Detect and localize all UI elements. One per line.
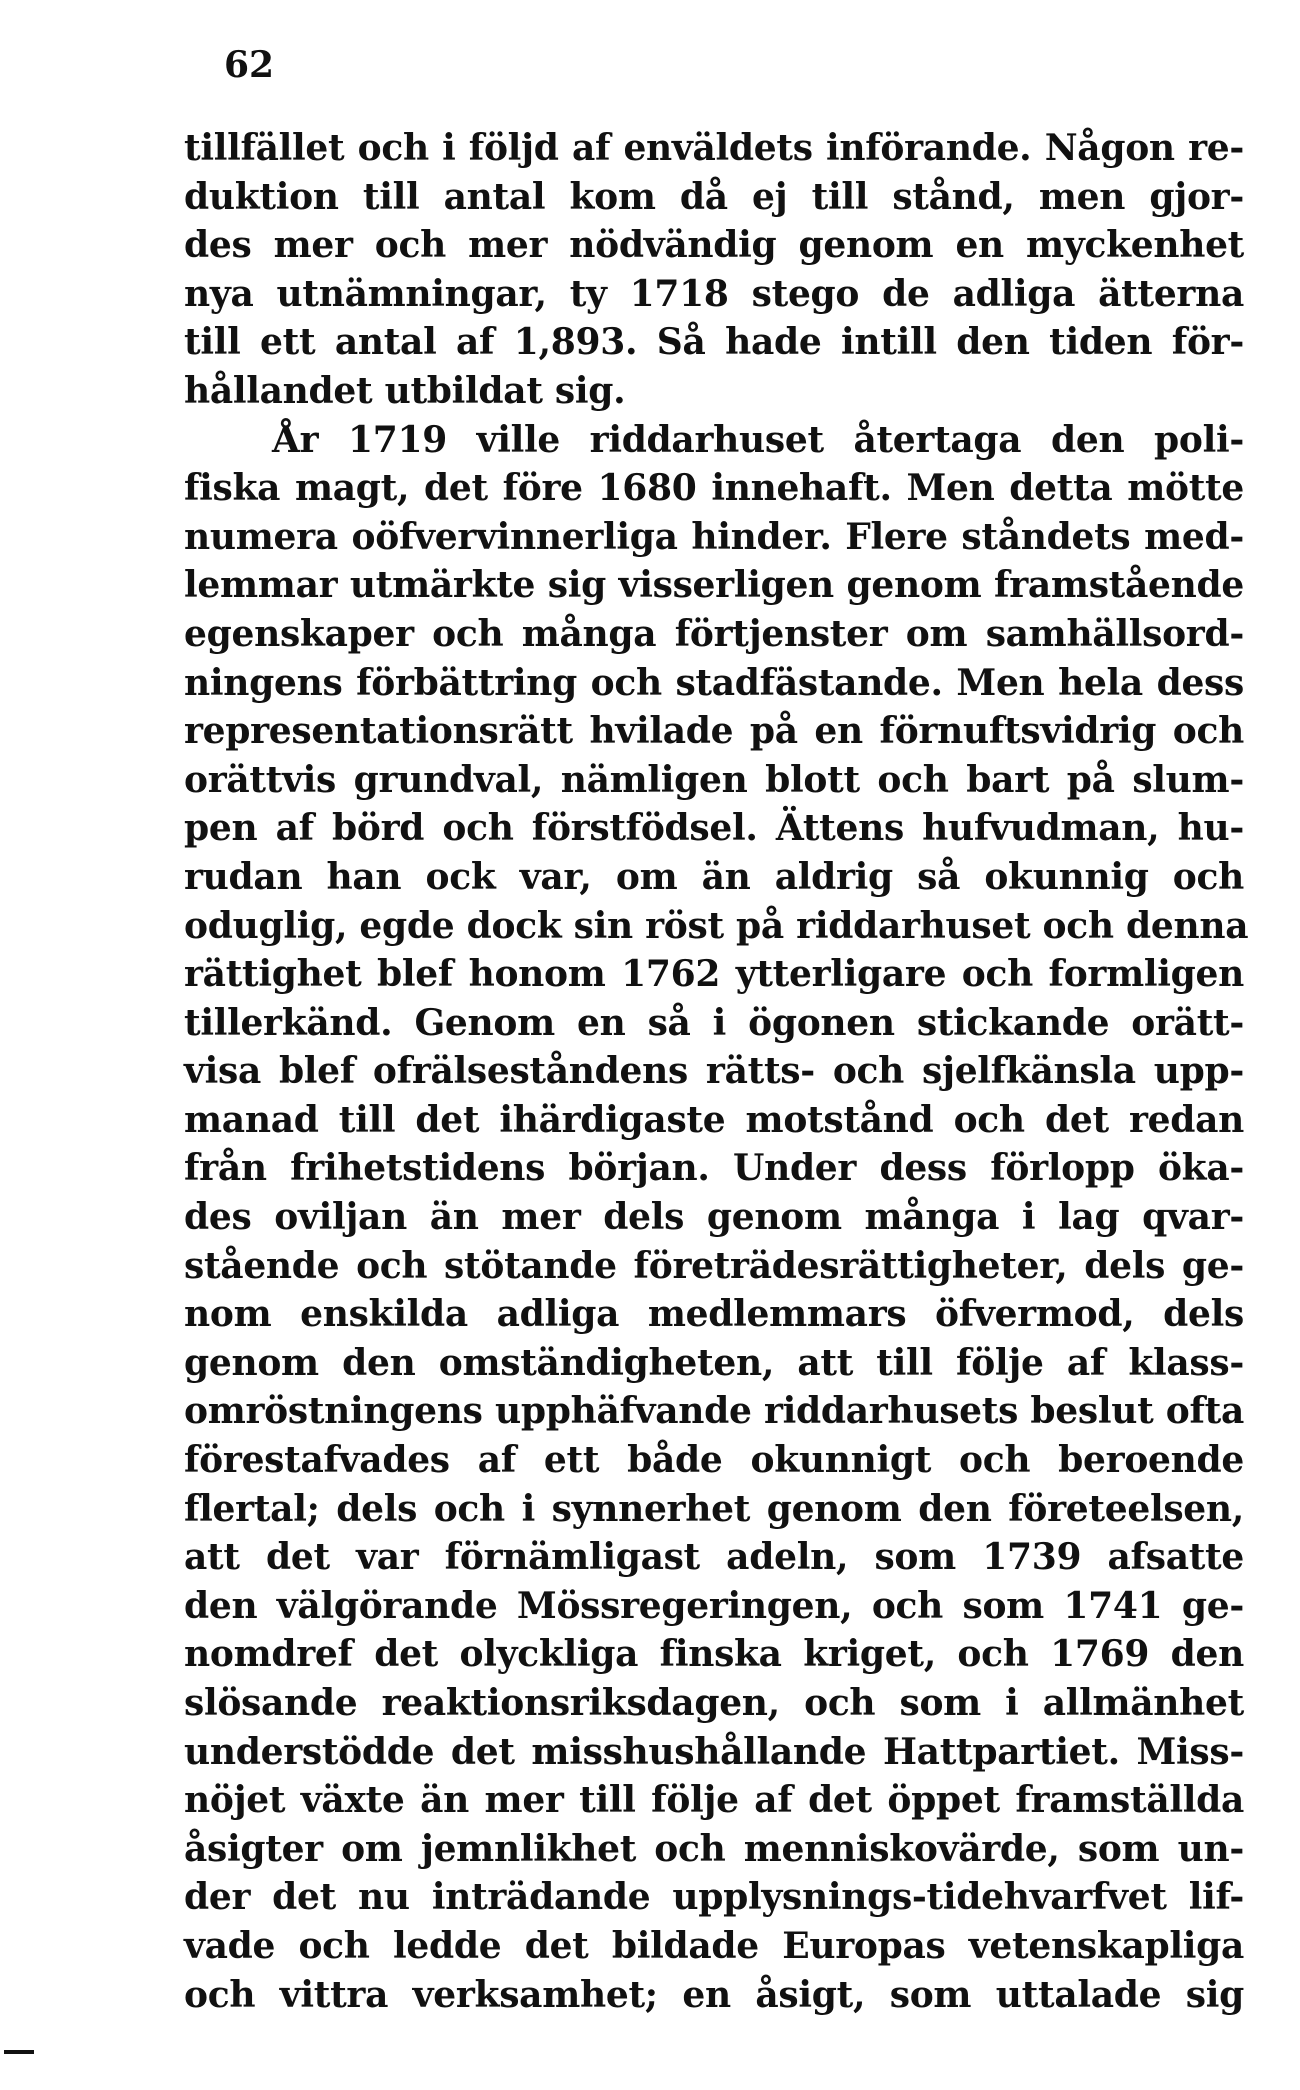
text-line: pen af börd och förstfödsel. Ättens hufvudman, hu- [184, 807, 1244, 850]
text-line: visa blef ofrälseståndens rätts- och sjelfkänsla upp- [184, 1050, 1244, 1093]
text-line: rudan han ock var, om än aldrig så okunnig och [184, 855, 1244, 898]
text-line: nya utnämningar, ty 1718 stego de adliga ätterna [184, 272, 1244, 315]
text-line: slösande reaktionsriksdagen, och som i allmänhet [184, 1682, 1244, 1724]
text-line: stående och stötande företrädesrättigheter, dels ge- [184, 1244, 1244, 1287]
text-line: des oviljan än mer dels genom många i lag qvar- [184, 1196, 1244, 1239]
text-line: den välgörande Mössregeringen, och som 1741 ge- [184, 1584, 1244, 1627]
text-line: orättvis grundval, nämligen blott och bart på slum- [184, 758, 1244, 801]
text-line: nom enskilda adliga medlemmars öfvermod, dels [184, 1293, 1244, 1336]
text-line: flertal; dels och i synnerhet genom den företeelsen, [184, 1487, 1244, 1530]
body-text [184, 124, 1249, 2019]
text-line: numera oöfvervinnerliga hinder. Flere ståndets med- [184, 515, 1244, 558]
text-line: nöjet växte än mer till följe af det öppet framställda [184, 1779, 1244, 1822]
text-line: oduglig, egde dock sin röst på riddarhuset och denna [184, 904, 1249, 947]
text-line: förestafvades af ett både okunnigt och beroende [184, 1439, 1244, 1482]
text-line: manad till det ihärdigaste motstånd och det redan [184, 1098, 1244, 1141]
text-line: rättighet blef honom 1762 ytterligare och formligen [184, 953, 1244, 996]
text-line: omröstningens upphäfvande riddarhusets beslut ofta [184, 1390, 1244, 1433]
text-line: des mer och mer nödvändig genom en myckenhet [184, 224, 1244, 267]
text-line: till ett antal af 1,893. Så hade intill den tiden för- [184, 321, 1244, 364]
text-line: representationsrätt hvilade på en förnuftsvidrig och [184, 710, 1244, 753]
text-line: År 1719 ville riddarhuset återtaga den poli- [272, 418, 1244, 461]
text-line: genom den omständigheten, att till följe af klass- [184, 1341, 1244, 1384]
text-line: vade och ledde det bildade Europas vetenskapliga [184, 1924, 1244, 1967]
text-line: hållandet utbildat sig. [184, 369, 626, 412]
text-line: ningens förbättring och stadfästande. Men hela dess [184, 661, 1244, 704]
margin-mark [4, 2050, 34, 2054]
text-line: egenskaper och många förtjenster om samhällsord- [184, 612, 1244, 655]
text-line: att det var förnämligast adeln, som 1739 afsatte [184, 1536, 1244, 1579]
text-line: tillfället och i följd af enväldets införande. Någon re- [184, 127, 1244, 169]
text-line: der det nu inträdande upplysnings-tidehvarfvet lif- [184, 1876, 1244, 1919]
text-line: åsigter om jemnlikhet och menniskovärde, som un- [184, 1827, 1244, 1870]
text-line: nomdref det olyckliga finska kriget, och 1769 den [184, 1633, 1244, 1676]
text-line: tillerkänd. Genom en så i ögonen stickande orätt- [184, 1001, 1244, 1044]
text-line: och vittra verksamhet; en åsigt, som uttalade sig [184, 1973, 1244, 2016]
page-number: 62 [224, 44, 275, 86]
text-line: understödde det misshushållande Hattpartiet. Miss- [184, 1730, 1244, 1773]
text-line: fiska magt, det före 1680 innehaft. Men detta mötte [184, 467, 1244, 510]
text-line: duktion till antal kom då ej till stånd, men gjor- [184, 175, 1244, 218]
text-line: lemmar utmärkte sig visserligen genom framstående [184, 564, 1244, 607]
text-line: från frihetstidens början. Under dess förlopp öka- [184, 1147, 1244, 1190]
